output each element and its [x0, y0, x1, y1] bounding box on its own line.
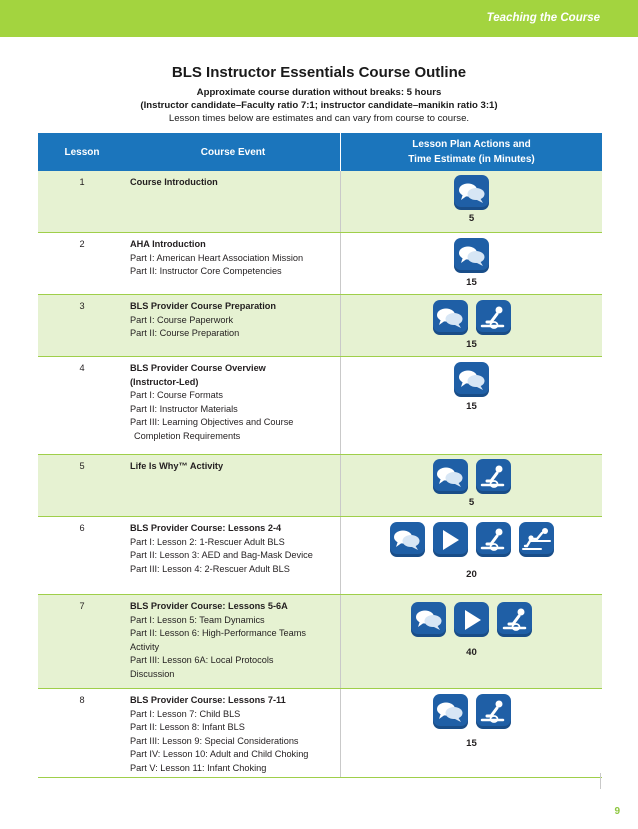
table-row	[38, 295, 602, 357]
course-event-part: Part IV: Lesson 10: Adult and Child Choking	[130, 749, 309, 759]
course-outline-table	[38, 133, 602, 778]
time-estimate: 20	[466, 569, 477, 580]
lesson-number: 2	[79, 239, 85, 249]
lesson-number: 5	[79, 461, 85, 471]
lesson-actions	[340, 171, 602, 232]
lesson-actions	[340, 357, 602, 454]
two-rescuer-practice-icon	[519, 522, 554, 557]
course-event-title: Life Is Why™ Activity	[130, 461, 224, 471]
lesson-number: 6	[79, 523, 85, 533]
discussion-icon	[433, 694, 468, 729]
lesson-actions	[340, 295, 602, 356]
practice-icon	[476, 522, 511, 557]
divider	[600, 773, 601, 789]
header-event: Course Event	[126, 133, 341, 171]
table-header	[38, 133, 602, 171]
discussion-icon	[390, 522, 425, 557]
course-event-title-cont: (Instructor-Led)	[130, 376, 199, 387]
course-event-part: Part III: Lesson 9: Special Considerations	[130, 735, 299, 746]
course-event	[126, 455, 340, 516]
practice-icon	[476, 459, 511, 494]
table-row	[38, 357, 602, 455]
table-row	[38, 595, 602, 689]
play-video-icon	[433, 522, 468, 557]
section-banner	[0, 0, 638, 37]
table-body	[38, 171, 602, 778]
header-actions	[341, 133, 602, 171]
course-event	[126, 357, 340, 454]
section-title: Teaching the Course	[486, 12, 600, 24]
course-event-title: Course Introduction	[130, 177, 218, 187]
course-event-part: Part III: Learning Objectives and Course	[130, 417, 294, 427]
time-estimate: 15	[466, 738, 477, 749]
course-event-part: Part II: Instructor Core Competencies	[130, 266, 282, 276]
time-estimate: 5	[468, 497, 475, 508]
course-event-title: BLS Provider Course: Lessons 2-4	[130, 523, 282, 533]
course-event-part: Part I: Course Formats	[130, 390, 223, 400]
practice-icon	[476, 694, 511, 729]
action-icons	[341, 362, 602, 397]
discussion-icon	[454, 238, 489, 273]
lesson-number: 7	[79, 601, 85, 611]
course-event-title: AHA Introduction	[130, 239, 206, 249]
lesson-actions	[340, 517, 602, 594]
lesson-number: 1	[79, 177, 85, 187]
course-event-part: Part III: Lesson 4: 2-Rescuer Adult BLS	[130, 563, 290, 574]
action-icons	[341, 238, 602, 273]
page-number: 9	[614, 806, 620, 817]
table-row	[38, 517, 602, 595]
discussion-icon	[454, 175, 489, 210]
time-estimate: 40	[466, 647, 477, 658]
course-event-title: BLS Provider Course Preparation	[130, 301, 277, 311]
course-event-part: Part II: Lesson 3: AED and Bag-Mask Device	[130, 550, 313, 560]
play-video-icon	[454, 602, 489, 637]
header-actions-line1: Lesson Plan Actions and	[412, 139, 531, 150]
course-event	[126, 689, 340, 777]
header-actions-line2: Time Estimate (in Minutes)	[408, 154, 535, 165]
duration-note: Approximate course duration without breaks: 5 hours	[196, 87, 442, 98]
ratio-note: (Instructor candidate–Faculty ratio 7:1; instructor candidate–manikin ratio 3:1)	[140, 100, 498, 111]
action-icons	[341, 459, 602, 494]
course-event-title: BLS Provider Course: Lessons 7-11	[130, 695, 286, 705]
time-estimate: 5	[468, 213, 475, 224]
action-icons	[341, 300, 602, 335]
course-event-title: BLS Provider Course: Lessons 5-6A	[130, 601, 288, 611]
action-icons	[341, 175, 602, 210]
time-estimate: 15	[466, 339, 477, 350]
lesson-actions	[340, 595, 602, 688]
table-row	[38, 233, 602, 295]
lesson-actions	[340, 455, 602, 516]
course-event-part: Part II: Lesson 6: High-Performance Teams	[130, 628, 307, 638]
practice-icon	[476, 300, 511, 335]
header-lesson: Lesson	[64, 146, 100, 158]
course-event-part: Part II: Course Preparation	[130, 328, 240, 338]
course-event-part: Part I: Lesson 2: 1-Rescuer Adult BLS	[130, 536, 285, 547]
lesson-number: 4	[79, 363, 85, 373]
discussion-icon	[433, 300, 468, 335]
course-event	[126, 233, 340, 294]
course-event-part: Part I: American Heart Association Mission	[130, 252, 304, 263]
course-event-part: Discussion	[130, 668, 175, 679]
course-event-part: Part I: Lesson 7: Child BLS	[130, 708, 241, 719]
time-estimate: 15	[466, 401, 477, 412]
course-event	[126, 295, 340, 356]
page-title: BLS Instructor Essentials Course Outline	[171, 64, 467, 81]
course-event-part: Part I: Lesson 5: Team Dynamics	[130, 614, 265, 625]
lesson-actions	[340, 233, 602, 294]
course-event-part: Part II: Instructor Materials	[130, 403, 238, 414]
action-icons	[341, 522, 602, 557]
course-event-part: Part I: Course Paperwork	[130, 314, 234, 325]
course-event-part: Activity	[130, 641, 160, 652]
course-event	[126, 595, 340, 688]
course-event-part: Part II: Lesson 8: Infant BLS	[130, 722, 245, 732]
discussion-icon	[433, 459, 468, 494]
course-event	[126, 517, 340, 594]
table-row	[38, 171, 602, 233]
discussion-icon	[454, 362, 489, 397]
practice-icon	[497, 602, 532, 637]
discussion-icon	[411, 602, 446, 637]
course-event-part: Part III: Lesson 6A: Local Protocols	[130, 655, 274, 665]
lesson-number: 3	[79, 301, 85, 311]
course-event-title: BLS Provider Course Overview	[130, 363, 266, 373]
course-event-part: Part V: Lesson 11: Infant Choking	[130, 762, 267, 773]
course-event-part: Completion Requirements	[134, 430, 241, 441]
course-event	[126, 171, 340, 232]
table-row	[38, 689, 602, 778]
lesson-number: 8	[79, 695, 85, 705]
time-estimate: 15	[466, 277, 477, 288]
action-icons	[341, 694, 602, 729]
estimate-note: Lesson times below are estimates and can vary from course to course.	[168, 113, 470, 124]
table-row	[38, 455, 602, 517]
lesson-actions	[340, 689, 602, 777]
action-icons	[341, 602, 602, 637]
